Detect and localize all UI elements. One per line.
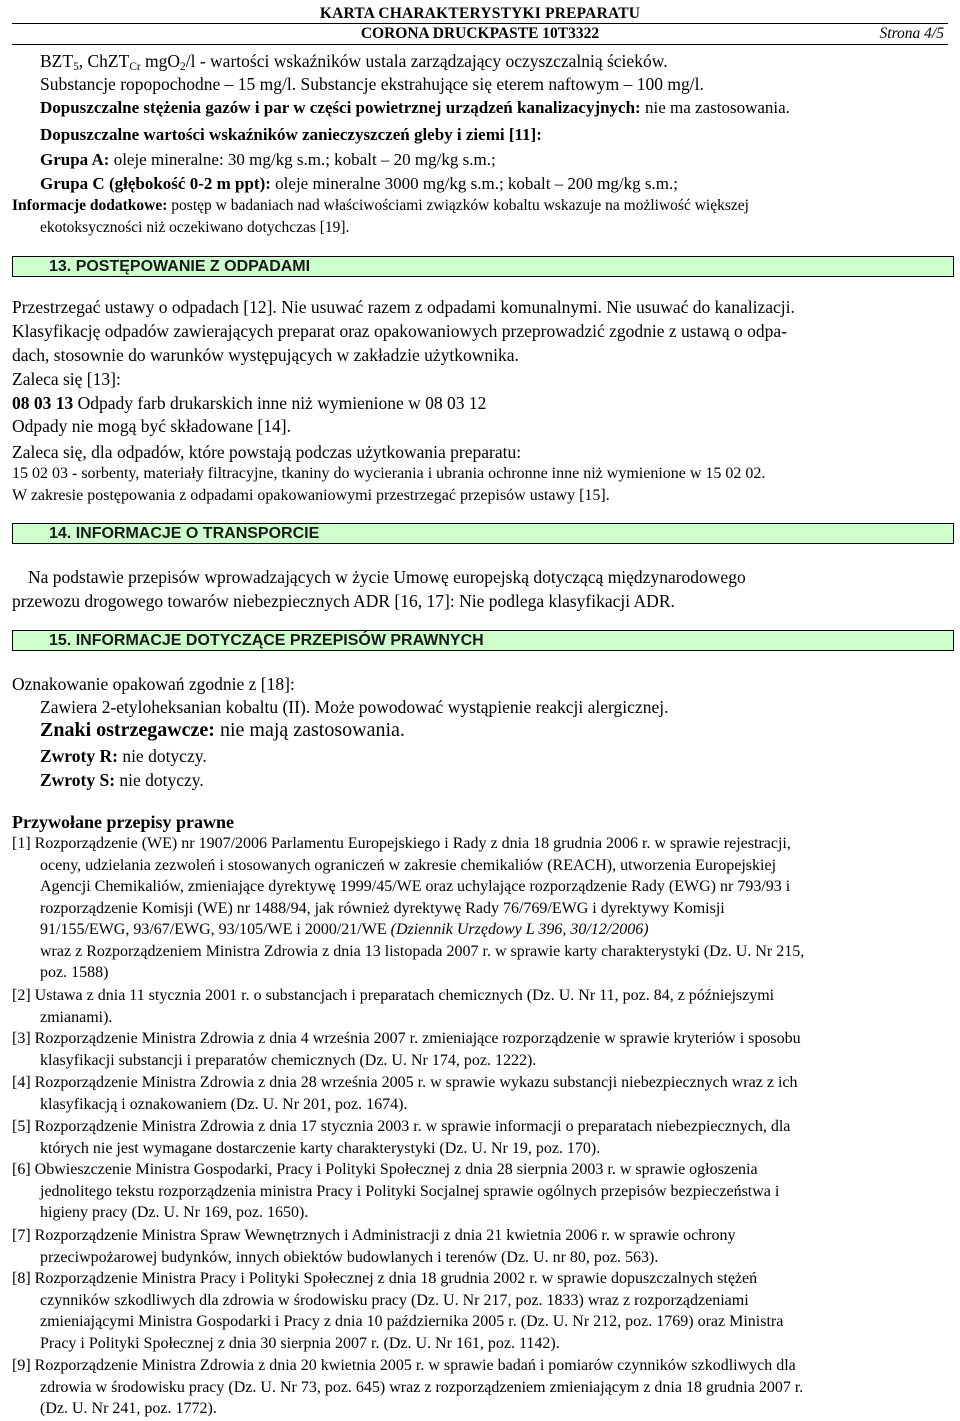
page-header [12,4,948,45]
header-product-name: CORONA DRUCKPASTE 10T3322 [360,25,600,42]
reference-1: [1] Rozporządzenie (WE) nr 1907/2006 Parlamentu Europejskiego i Rady z dnia 18 grudnia 2006 r. w sprawie rejestracji, oceny, udzielania zezwoleń i stosowanych ograniczeń w zakresie chemikaliów (REACH), utworzenia Europejskiej Agencji Chemikaliów, zmieniające dyrektywę 1999/45/WE oraz uchylające rozporządzenie Rady (EWG) nr 793/93 i rozporządzenie Komisji (WE) nr 1488/94, jak również dyrektywę Rady 76/769/EWG i dyrektywy Komisji 91/155/EWG, 93/67/EWG, 93/105/WE i 2000/21/WE (Dziennik Urzędowy L 396, 30/12/2006) wraz z Rozporządzeniem Ministra Zdrowia z dnia 13 listopada 2007 r. w sprawie karty charakterystyki (Dz. U. Nr 215, poz. 1588) [12,835,805,981]
additional-info-line: Informacje dodatkowe: postęp w badaniach nad właściwościami związków kobaltu wskazuje na możliwość większej [12,197,749,214]
additional-info-cont: ekotoksyczności niż oczekiwano dotychczas [19]. [40,219,350,236]
waste-line-2: Klasyfikację odpadów zawierających preparat oraz opakowaniowych przeprowadzić zgodnie z ustawą o odpa- [12,321,787,341]
s-phrases-line: Zwroty S: nie dotyczy. [40,770,204,790]
bzt-line: $BZT_5$, ChZT$_{Cr}$ mgO$_2$/l - wartości wskaźników ustala zarządzający oczyszczalnią ścieków. [40,51,668,73]
header-document-type: KARTA CHARAKTERYSTYKI PREPARATU [319,5,641,22]
reference-2: [2] Ustawa z dnia 11 stycznia 2001 r. o substancjach i preparatach chemicznych (Dz. U. Nr 11, poz. 84, z późniejszymi zmianami). [12,987,775,1026]
section-15-header: 15. INFORMACJE DOTYCZĄCE PRZEPISÓW PRAWNYCH [12,630,954,651]
references-heading: Przywołane przepisy prawne [12,812,234,832]
waste-line-4: Zaleca się [13]: [12,369,121,389]
waste-line-3: dach, stosownie do warunków występujących w zakładzie użytkownika. [12,345,519,365]
transport-line-2: przewozu drogowego towarów niebezpiecznych ADR [16, 17]: Nie podlega klasyfikacji ADR. [12,591,675,611]
header-product-row [12,23,948,45]
reference-9: [9] Rozporządzenie Ministra Zdrowia z dnia 20 kwietnia 2005 r. w sprawie badań i pomiarów czynników szkodliwych dla zdrowia w środowisku pracy (Dz. U. Nr 73, poz. 645) wraz z rozporządzeniem zmieniającym z dnia 18 grudnia 2007 r. (Dz. U. Nr 241, poz. 1772). [12,1357,804,1417]
section-14-header: 14. INFORMACJE O TRANSPORCIE [12,523,954,544]
group-a-line: Grupa A: oleje mineralne: 30 mg/kg s.m.; kobalt – 20 mg/kg s.m.; [40,150,496,169]
section-13-header: 13. POSTĘPOWANIE Z ODPADAMI [12,256,954,277]
reference-3: [3] Rozporządzenie Ministra Zdrowia z dnia 4 września 2007 r. zmieniające rozporządzenie w sprawie kryteriów i sposobu klasyfikacji substancji i preparatów chemicznych (Dz. U. Nr 174, poz. 1222). [12,1030,801,1069]
gas-concentration-line: Dopuszczalne stężenia gazów i par w części powietrznej urządzeń kanalizacyjnych: nie ma zastosowania. [40,98,790,117]
reference-6: [6] Obwieszczenie Ministra Gospodarki, Pracy i Polityki Społecznej z dnia 28 sierpnia 2003 r. w sprawie ogłoszenia jednolitego tekstu rozporządzenia ministra Pracy i Polityki Socjalnej sprawie ogólnych przepisów bezpieczeństwa i higieny pracy (Dz. U. Nr 169, poz. 1650). [12,1161,780,1221]
transport-line-1: Na podstawie przepisów wprowadzających w życie Umowę europejską dotyczącą międzynarodowego [28,567,746,587]
reference-5: [5] Rozporządzenie Ministra Zdrowia z dnia 17 stycznia 2003 r. w sprawie informacji o preparatach niebezpiecznych, dla których nie jest wymagane dostarczenie karty charakterystyki (Dz. U. Nr 19, poz. 170). [12,1118,791,1157]
labelling-line: Oznakowanie opakowań zgodnie z [18]: [12,674,295,694]
reference-4: [4] Rozporządzenie Ministra Zdrowia z dnia 28 września 2005 r. w sprawie wykazu substancji niebezpiecznych wraz z ich klasyfikacją i oznakowaniem (Dz. U. Nr 201, poz. 1674). [12,1074,798,1113]
waste-code-line: 08 03 13 Odpady farb drukarskich inne niż wymienione w 08 03 12 [12,393,487,413]
waste-line-8: 15 02 03 - sorbenty, materiały filtracyjne, tkaniny do wycierania i ubrania ochronne inne niż wymienione w 15 02 02. [12,465,766,482]
header-page-number: Strona 4/5 [879,25,944,42]
soil-pollution-heading: Dopuszczalne wartości wskaźników zanieczyszczeń gleby i ziemi [11]: [40,125,542,144]
waste-line-1: Przestrzegać ustawy o odpadach [12]. Nie usuwać razem z odpadami komunalnymi. Nie usuwać do kanalizacji. [12,297,795,317]
reference-8: [8] Rozporządzenie Ministra Pracy i Polityki Społecznej z dnia 18 grudnia 2002 r. w sprawie dopuszczalnych stężeń czynników szkodliwych dla zdrowia w środowisku pracy (Dz. U. Nr 217, poz. 1833) wraz z rozporządzeniami zmieniającymi Ministra Gospodarki i Pracy z dnia 10 października 2005 r. (Dz. U. Nr 212, poz. 1769) oraz Ministra Pracy i Polityki Społecznej z dnia 30 sierpnia 2007 r. (Dz. U. Nr 161, poz. 1142). [12,1270,784,1352]
reference-7: [7] Rozporządzenie Ministra Spraw Wewnętrznych i Administracji z dnia 21 kwietnia 2006 r. w sprawie ochrony przeciwpożarowej budynków, innych obiektów budowlanych i terenów (Dz. U. nr 80, poz. 563). [12,1227,736,1266]
group-c-line: Grupa C (głębokość 0-2 m ppt): oleje mineralne 3000 mg/kg s.m.; kobalt – 200 mg/kg s.m.; [40,174,678,193]
oil-substances-line: Substancje ropopochodne – 15 mg/l. Substancje ekstrahujące się eterem naftowym – 100 mg/l. [40,74,704,94]
waste-line-9: W zakresie postępowania z odpadami opakowaniowymi przestrzegać przepisów ustawy [15]. [12,487,610,504]
r-phrases-line: Zwroty R: nie dotyczy. [40,746,207,766]
contains-line: Zawiera 2-etyloheksanian kobaltu (II). Może powodować wystąpienie reakcji alergicznej. [40,697,669,717]
waste-line-6: Odpady nie mogą być składowane [14]. [12,416,291,436]
waste-line-7: Zaleca się, dla odpadów, które powstają podczas użytkowania preparatu: [12,442,522,462]
warning-signs-line: Znaki ostrzegawcze: nie mają zastosowania. [40,719,405,741]
